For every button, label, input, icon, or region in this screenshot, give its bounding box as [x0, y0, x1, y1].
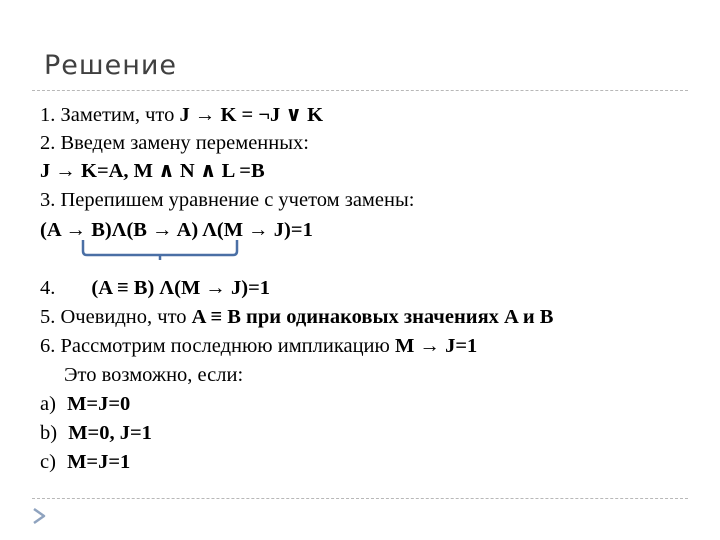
step-3: 3. Перепишем уравнение с учетом замены:: [40, 189, 415, 211]
step-5: [40, 305, 553, 329]
case-c-formula: M=J=1: [67, 451, 131, 473]
case-a-label: a): [40, 393, 62, 415]
step-5-formula: A ≡ B при одинаковых значениях A и B: [191, 306, 554, 328]
step-6-text: 6. Рассмотрим последнюю импликацию: [40, 335, 395, 357]
step-4-number: 4.: [40, 277, 56, 299]
step-6-formula: M → J=1: [394, 335, 478, 357]
step-4-formula: (A ≡ B) Λ(M → J)=1: [91, 277, 271, 299]
footer-divider: [32, 498, 688, 499]
grouping-bracket: [80, 238, 240, 260]
case-a: [40, 392, 130, 416]
substitution-formula: J → K=A, M ∧ N ∧ L =B: [40, 160, 265, 182]
step-5-text: 5. Очевидно, что: [40, 306, 192, 328]
step-6: [40, 334, 477, 358]
title-divider: [32, 90, 688, 91]
step-2: 2. Введем замену переменных:: [40, 132, 309, 154]
case-c: [40, 450, 130, 474]
step-1: [40, 103, 323, 127]
case-b-label: b): [40, 422, 63, 444]
step-4: [40, 276, 270, 300]
step-1-formula: J → K = ¬J ∨ K: [179, 104, 324, 126]
case-a-formula: M=J=0: [67, 393, 131, 415]
next-slide-arrow-icon[interactable]: [32, 507, 46, 525]
rewritten-equation: (A → B)Λ(B → A) Λ(M → J)=1: [40, 219, 313, 241]
step-1-text: 1. Заметим, что: [40, 104, 180, 126]
case-c-label: c): [40, 451, 62, 473]
condition-intro: Это возможно, если:: [64, 364, 244, 386]
slide-title: Решение: [44, 50, 178, 81]
case-b-formula: M=0, J=1: [68, 422, 152, 444]
case-b: [40, 421, 152, 445]
